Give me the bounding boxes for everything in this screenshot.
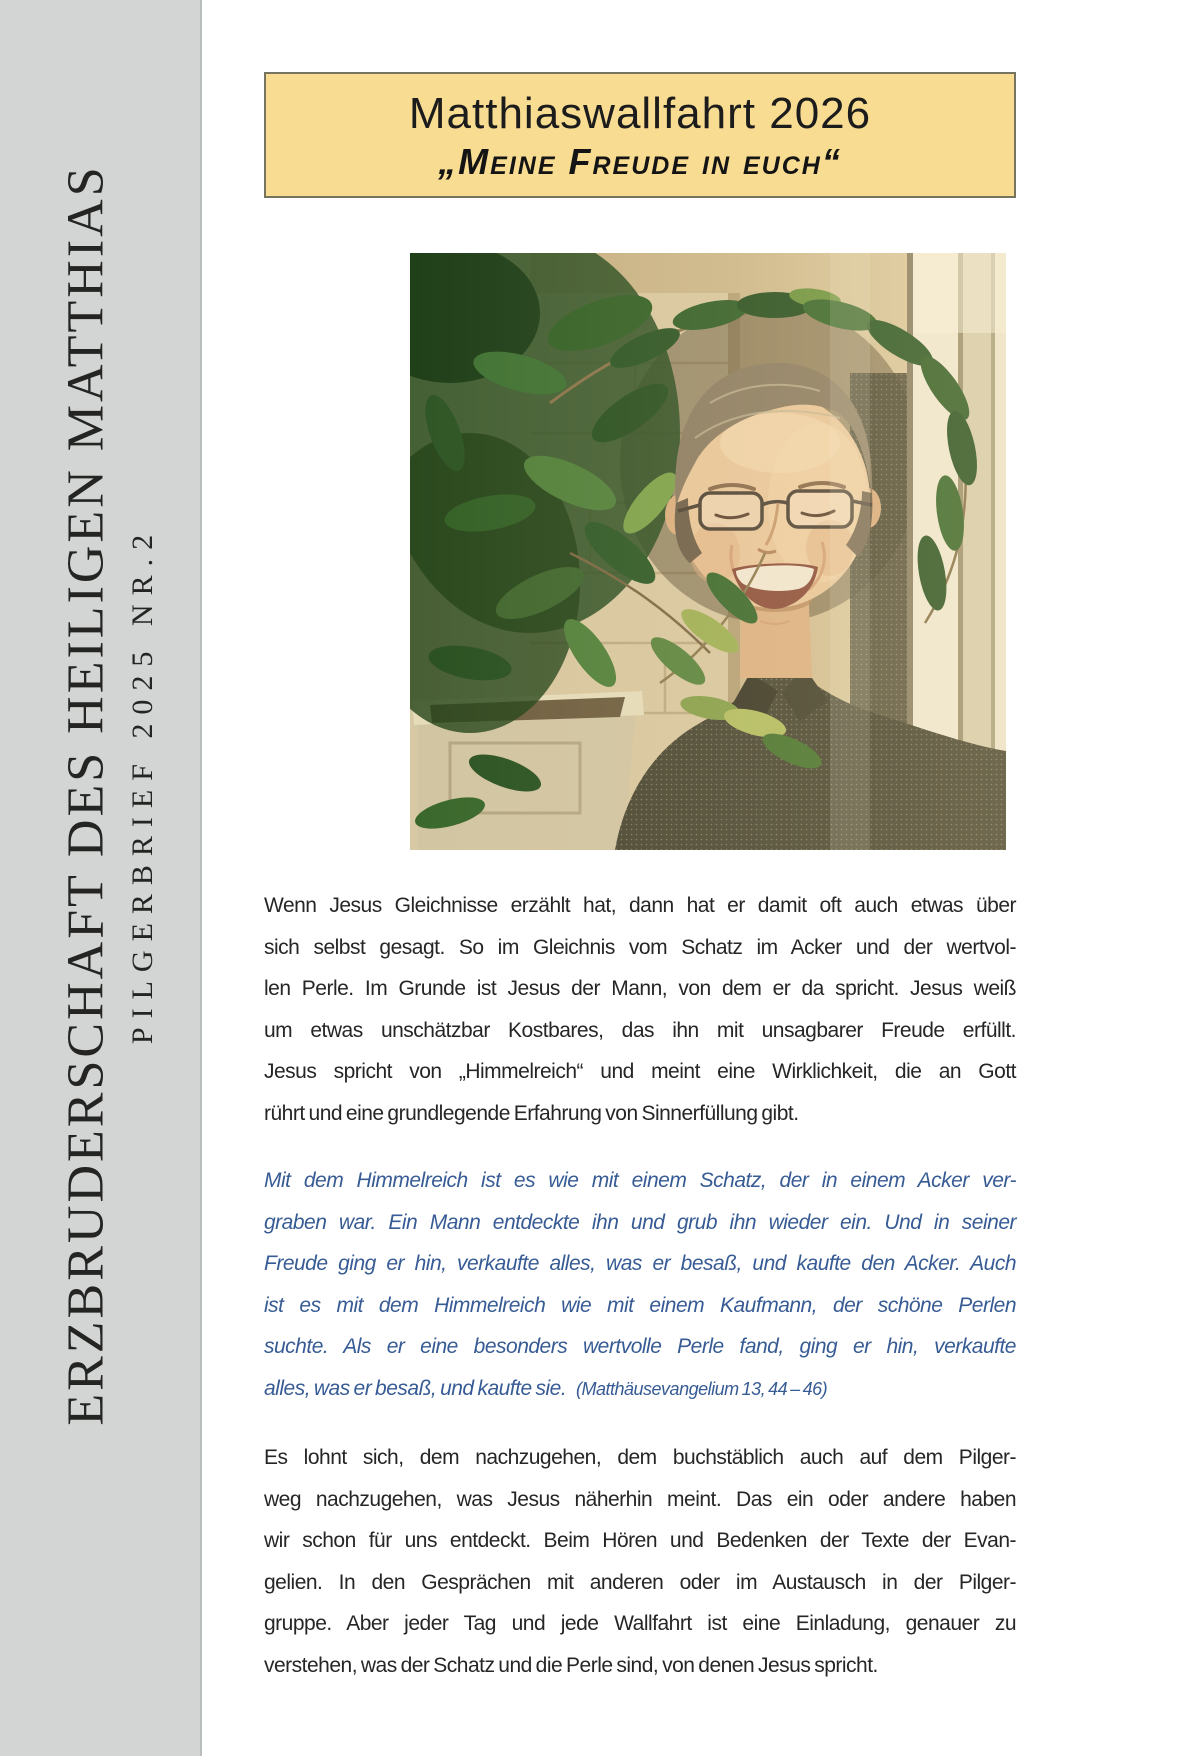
brotherhood-vertical-title: ERZBRUDERSCHAFT DES HEILIGEN MATTHIAS (57, 164, 115, 1426)
bible-citation: (Matthäusevangelium 13, 44 – 46) (576, 1378, 828, 1399)
paragraph-line: gelien. In den Gesprächen mit anderen oder im Austausch in der Pilger- (264, 1570, 1016, 1594)
paragraph-line: len Perle. Im Grunde ist Jesus der Mann, von dem er da spricht. Jesus weiß (264, 977, 1016, 1000)
page-title: Matthiaswallfahrt 2026 (408, 89, 872, 138)
edition-vertical-subtitle: PILGERBRIEF 2025 NR.2 (126, 525, 159, 1045)
quote-line: suchte. Als er eine besonders wertvolle Perle fand, ging er hin, verkaufte (264, 1335, 1016, 1358)
paragraph-line: weg nachzugehen, was Jesus näherhin meint. Das ein oder andere haben (264, 1487, 1016, 1511)
quote-text: alles, was er besaß, und kaufte sie. (264, 1376, 567, 1400)
gospel-quote (264, 1160, 1016, 1409)
paragraph-line: wir schon für uns entdeckt. Beim Hören und Bedenken der Texte der Evan- (264, 1529, 1016, 1552)
paragraph-line: um etwas unschätzbar Kostbares, das ihn mit unsagbarer Freude erfüllt. (264, 1018, 1016, 1042)
paragraph-line: Jesus spricht von „Himmelreich“ und meint eine Wirklichkeit, die an Gott (264, 1060, 1016, 1083)
quote-line: Freude ging er hin, verkaufte alles, was er besaß, und kaufte den Acker. Auch (264, 1252, 1016, 1275)
quote-last-line (264, 1368, 1016, 1410)
quote-line: ist es mit dem Himmelreich wie mit einem Kaufmann, der schöne Perlen (264, 1293, 1016, 1317)
quote-line: graben war. Ein Mann entdeckte ihn und grub ihn wieder ein. Und in seiner (264, 1210, 1016, 1234)
portrait-photo (410, 253, 1006, 850)
quote-line: Mit dem Himmelreich ist es wie mit einem Schatz, der in einem Acker ver- (264, 1169, 1016, 1192)
paragraph-closing (264, 1437, 1016, 1686)
paragraph-line: gruppe. Aber jeder Tag und jede Wallfahrt ist eine Einladung, genauer zu (264, 1612, 1016, 1635)
header-box (264, 72, 1016, 198)
paragraph-line: rührt und eine grundlegende Erfahrung von Sinnerfüllung gibt. (264, 1101, 799, 1125)
paragraph-line: Es lohnt sich, dem nachzugehen, dem buchstäblich auch auf dem Pilger- (264, 1446, 1016, 1469)
portrait-photo-svg (410, 253, 1006, 850)
sidebar (0, 0, 202, 1756)
paragraph-line: verstehen, was der Schatz und die Perle sind, von denen Jesus spricht. (264, 1653, 878, 1677)
paragraph-line: sich selbst gesagt. So im Gleichnis vom Schatz im Acker und der wertvol- (264, 935, 1016, 959)
paragraph-intro (264, 885, 1016, 1134)
page-motto: „Meine Freude in euch“ (438, 141, 842, 182)
paragraph-line: Wenn Jesus Gleichnisse erzählt hat, dann hat er damit oft auch etwas über (264, 894, 1016, 917)
